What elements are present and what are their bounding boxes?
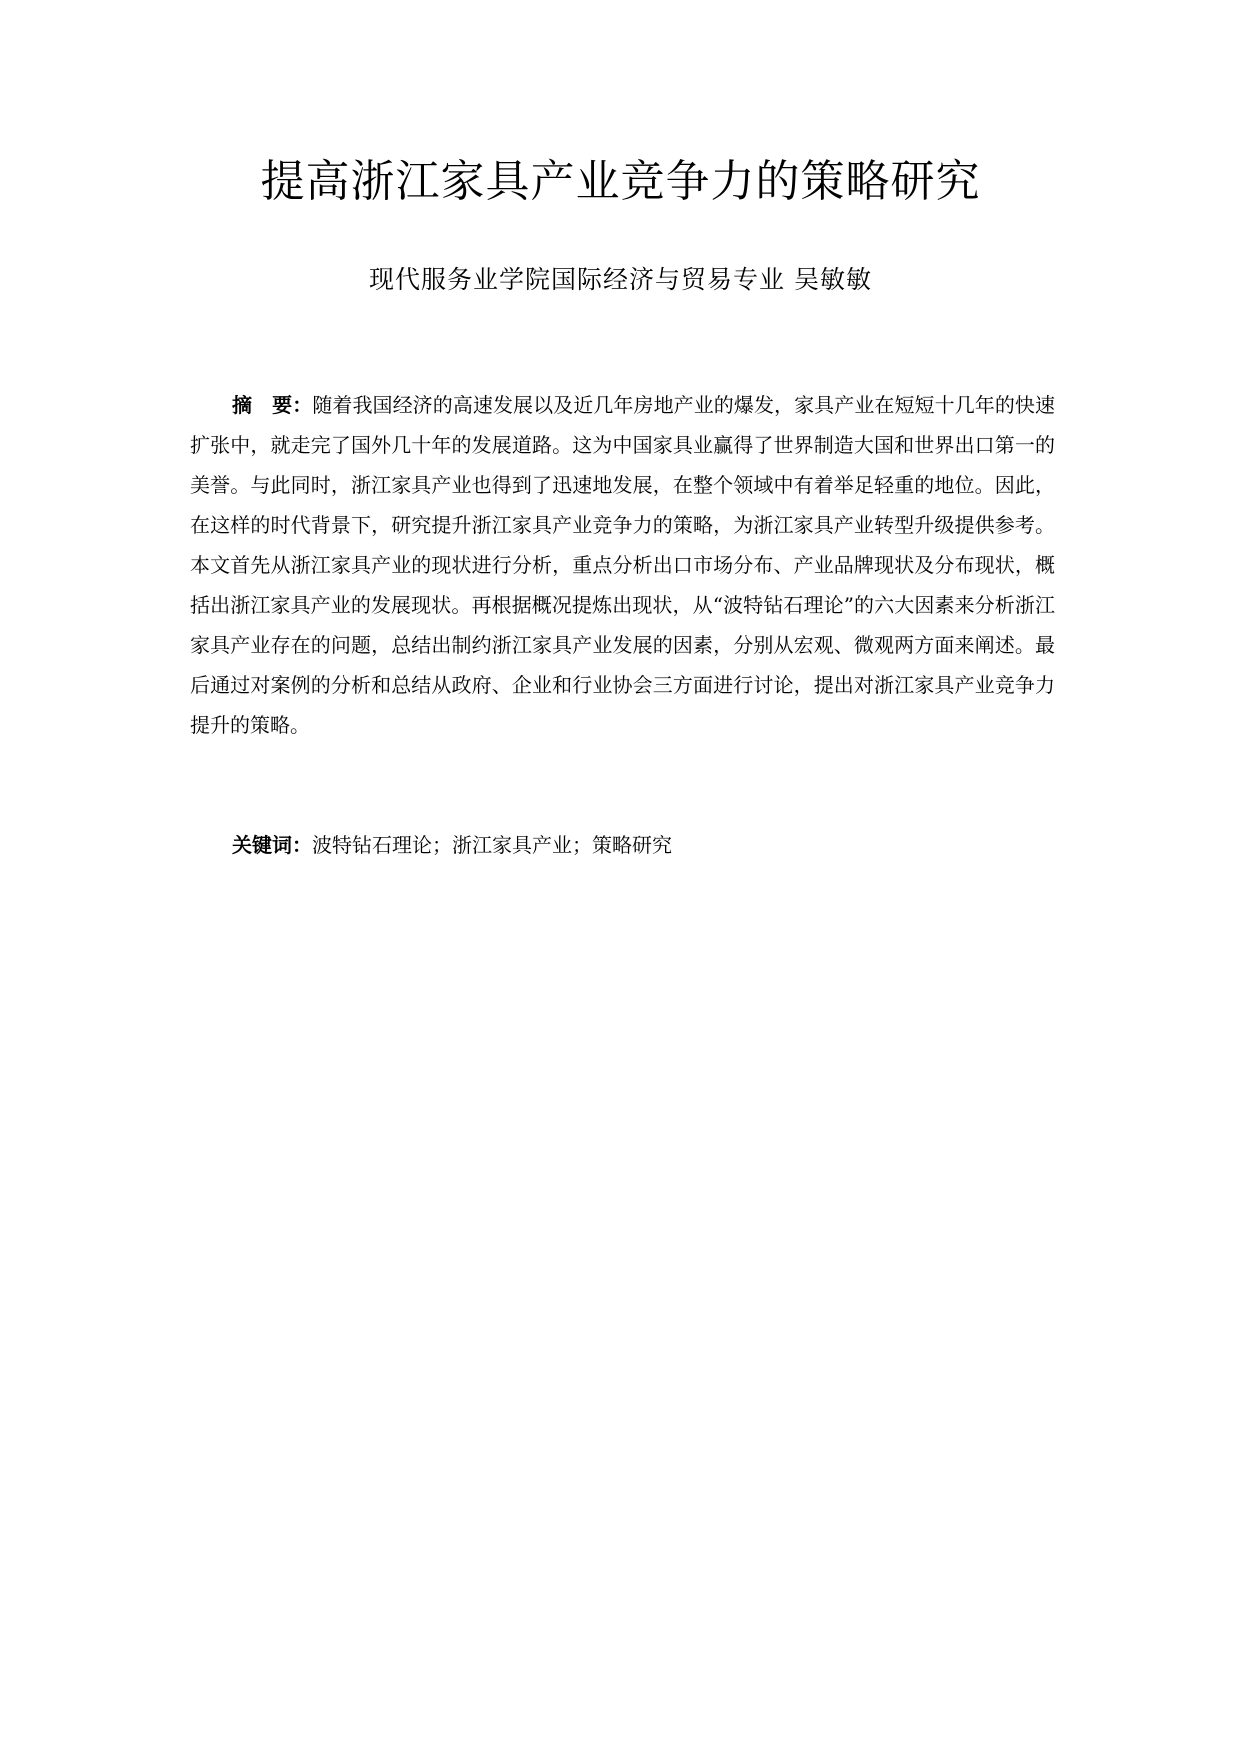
abstract-label: 摘 要： bbox=[232, 393, 313, 417]
keywords-label: 关键词： bbox=[232, 833, 312, 857]
abstract-paragraph bbox=[190, 385, 1055, 745]
author-line: 现代服务业学院国际经济与贸易专业 吴敏敏 bbox=[369, 265, 872, 294]
keywords-text: 波特钻石理论；浙江家具产业；策略研究 bbox=[312, 833, 672, 857]
keywords-paragraph bbox=[232, 825, 1055, 865]
abstract-text: 随着我国经济的高速发展以及近几年房地产业的爆发，家具产业在短短十几年的快速扩张中，就走完了国外几十年的发展道路。这为中国家具业赢得了世界制造大国和世界出口第一的美誉。与此同时，浙江家具产业也得到了迅速地发展，在整个领域中有着举足轻重的地位。因此，在这样的时代背景下，研究提升浙江家具产业竞争力的策略，为浙江家具产业转型升级提供参考。本文首先从浙江家具产业的现状进行分析，重点分析出口市场分布、产业品牌现状及分布现状，概括出浙江家具产业的发展现状。再根据概况提炼出现状，从“波特钻石理论”的六大因素来分析浙江家具产业存在的问题，总结出制约浙江家具产业发展的因素，分别从宏观、微观两方面来阐述。最后通过对案例的分析和总结从政府、企业和行业协会三方面进行讨论，提出对浙江家具产业竞争力提升的策略。 bbox=[190, 393, 1056, 737]
paper-title: 提高浙江家具产业竞争力的策略研究 bbox=[260, 156, 981, 207]
